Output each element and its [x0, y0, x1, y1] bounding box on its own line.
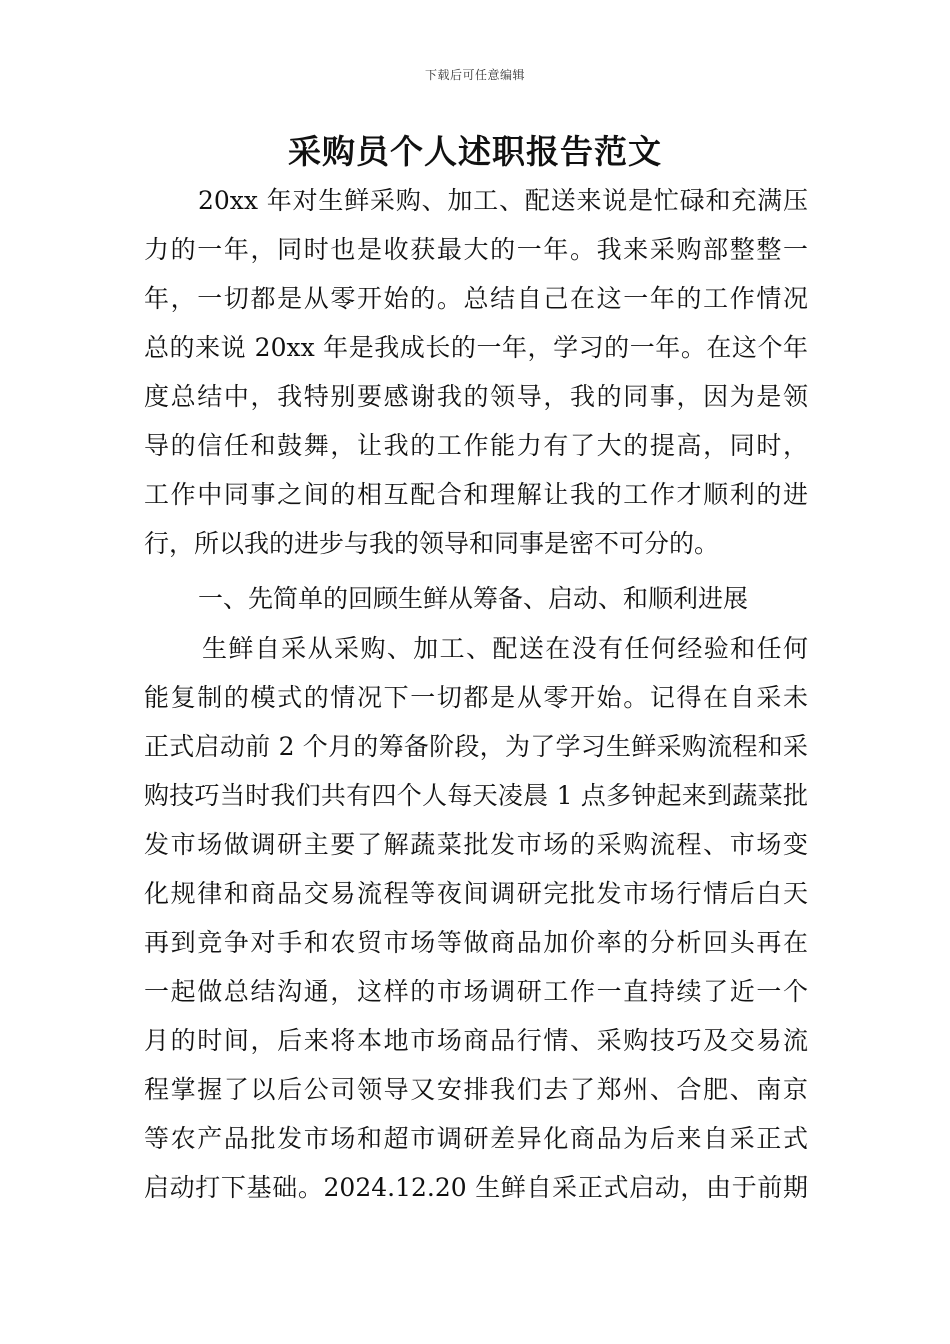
paragraph-review [144, 624, 808, 1212]
section-heading-text: 一、先简单的回顾生鲜从筹备、启动、和顺利进展 [198, 584, 749, 613]
text-line: 月的时间，后来将本地市场商品行情、采购技巧及交易流 [144, 1026, 808, 1055]
text-line: 度总结中，我特别要感谢我的领导，我的同事，因为是领 [144, 382, 808, 411]
text-line: 发市场做调研主要了解蔬菜批发市场的采购流程、市场变 [144, 830, 808, 859]
header-note: 下载后可任意编辑 [424, 68, 525, 82]
text-line: 行，所以我的进步与我的领导和同事是密不可分的。 [144, 529, 720, 558]
text-line: 年，一切都是从零开始的。总结自己在这一年的工作情况 [144, 284, 808, 313]
text-line: 生鲜自采从采购、加工、配送在没有任何经验和任何 [202, 634, 808, 663]
text-line: 购技巧当时我们共有四个人每天凌晨 1 点多钟起来到蔬菜批 [144, 781, 808, 810]
text-line: 等农产品批发市场和超市调研差异化商品为后来自采正式 [144, 1124, 808, 1153]
text-line: 导的信任和鼓舞，让我的工作能力有了大的提高，同时， [144, 431, 808, 460]
text-line: 总的来说 20xx 年是我成长的一年，学习的一年。在这个年 [144, 333, 808, 362]
text-line: 一起做总结沟通，这样的市场调研工作一直持续了近一个 [144, 977, 808, 1006]
text-line: 正式启动前 2 个月的筹备阶段，为了学习生鲜采购流程和采 [144, 732, 808, 761]
text-line: 工作中同事之间的相互配合和理解让我的工作才顺利的进 [144, 480, 808, 509]
text-line: 力的一年，同时也是收获最大的一年。我来采购部整整一 [144, 235, 808, 264]
text-line: 化规律和商品交易流程等夜间调研完批发市场行情后白天 [144, 879, 808, 908]
paragraph-intro [144, 176, 808, 568]
text-line: 程掌握了以后公司领导又安排我们去了郑州、合肥、南京 [144, 1075, 808, 1104]
text-line: 能复制的模式的情况下一切都是从零开始。记得在自采未 [144, 683, 808, 712]
document-title: 采购员个人述职报告范文 [288, 132, 662, 171]
text-line: 20xx 年对生鲜采购、加工、配送来说是忙碌和充满压 [198, 186, 808, 215]
section-heading [144, 574, 808, 623]
text-line: 启动打下基础。2024.12.20 生鲜自采正式启动，由于前期 [144, 1173, 808, 1202]
text-line: 再到竞争对手和农贸市场等做商品加价率的分析回头再在 [144, 928, 808, 957]
